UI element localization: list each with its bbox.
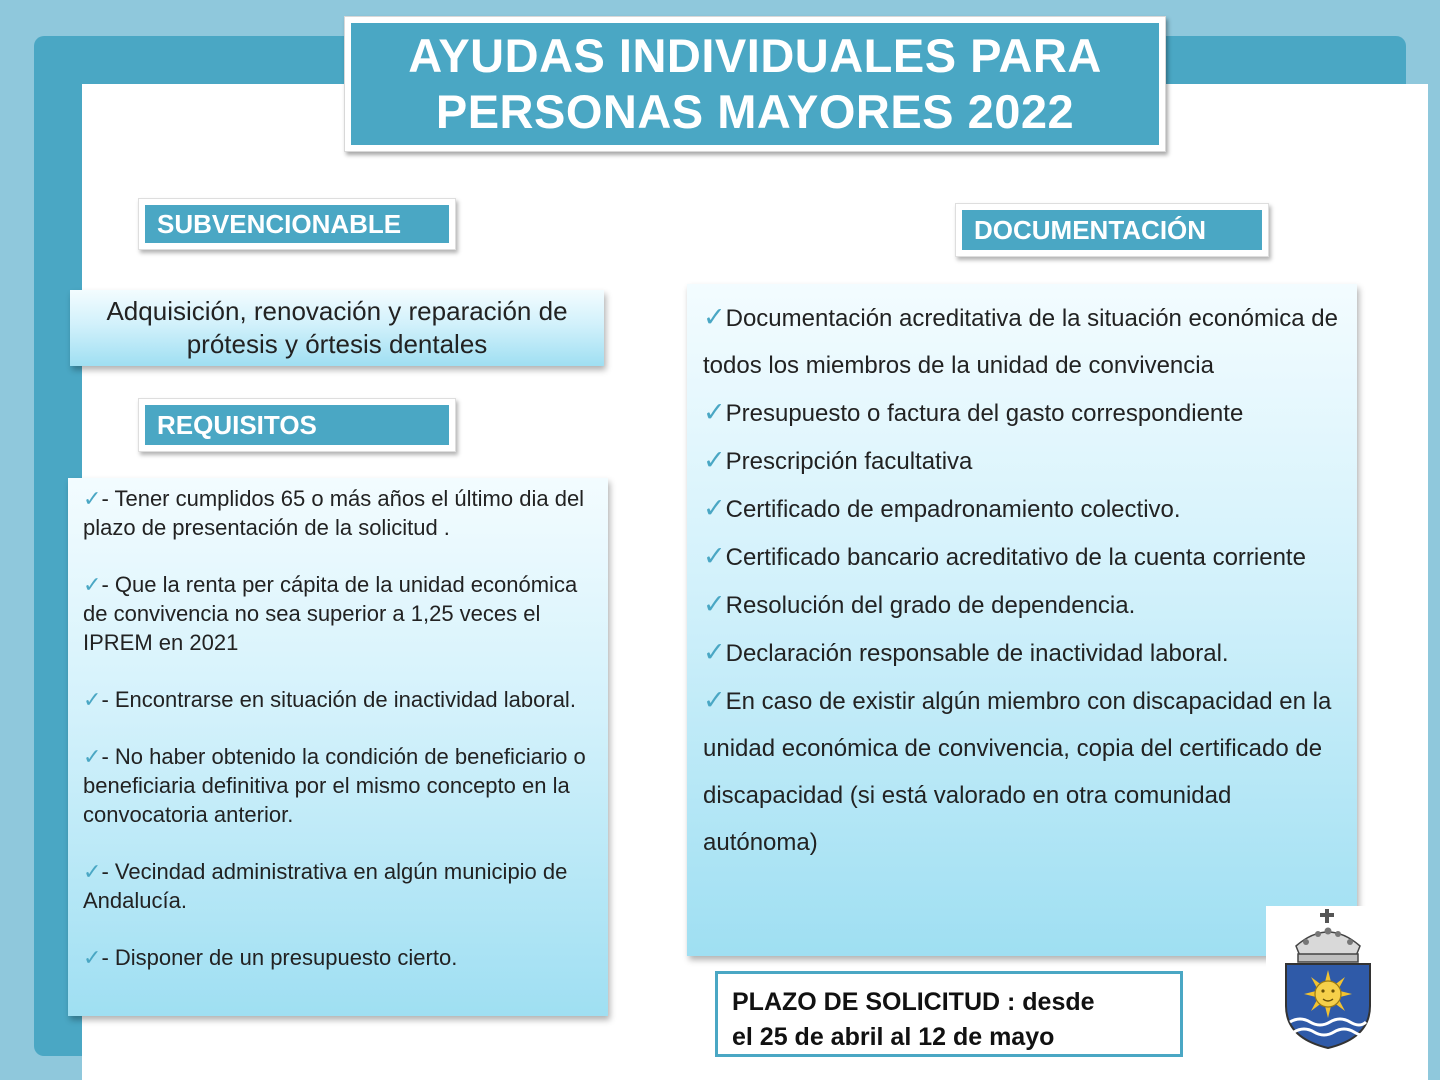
check-icon: ✓: [83, 687, 102, 712]
subvencionable-text-line-1: Adquisición, renovación y reparación de: [106, 296, 568, 326]
documentacion-item: ✓Certificado bancario acreditativo de la cuenta corriente: [703, 541, 1306, 571]
check-icon: ✓: [703, 541, 726, 571]
requisitos-label: REQUISITOS: [145, 405, 449, 445]
check-icon: ✓: [83, 859, 102, 884]
requisito-item: ✓- Vecindad administrativa en algún municipio de Andalucía.: [83, 859, 568, 913]
documentacion-item: ✓Resolución del grado de dependencia.: [703, 589, 1136, 619]
check-icon: ✓: [703, 445, 726, 475]
check-icon: ✓: [83, 945, 102, 970]
check-icon: ✓: [83, 744, 102, 769]
check-icon: ✓: [83, 572, 102, 597]
subvencionable-header: [138, 198, 456, 250]
documentacion-header: [955, 203, 1269, 257]
title-banner: [344, 16, 1166, 152]
requisitos-panel: [68, 478, 608, 1016]
check-icon: ✓: [703, 493, 726, 523]
requisito-item: ✓- Disponer de un presupuesto cierto.: [83, 945, 458, 970]
check-icon: ✓: [703, 685, 726, 715]
documentacion-item: ✓Prescripción facultativa: [703, 445, 973, 475]
check-icon: ✓: [83, 486, 102, 511]
documentacion-item: ✓En caso de existir algún miembro con discapacidad en la unidad económica de convivencia, copia del certificado de discapacidad (si está valorado en otra comunidad autónoma): [703, 685, 1332, 856]
plazo-line-2: el 25 de abril al 12 de mayo: [732, 1023, 1055, 1051]
subvencionable-label: SUBVENCIONABLE: [145, 205, 449, 243]
subvencionable-panel: [70, 290, 604, 366]
requisito-item: ✓- Que la renta per cápita de la unidad económica de convivencia no sea superior a 1,25 veces el IPREM en 2021: [83, 572, 578, 655]
documentacion-item: ✓Declaración responsable de inactividad laboral.: [703, 637, 1229, 667]
coat-of-arms-icon: [1266, 906, 1390, 1052]
requisito-item: ✓- Encontrarse en situación de inactividad laboral.: [83, 687, 576, 712]
documentacion-panel: [687, 284, 1357, 956]
title-line-1: AYUDAS INDIVIDUALES PARA: [408, 29, 1102, 82]
documentacion-item: ✓Presupuesto o factura del gasto correspondiente: [703, 397, 1244, 427]
check-icon: ✓: [703, 397, 726, 427]
documentacion-item: ✓Certificado de empadronamiento colectivo.: [703, 493, 1181, 523]
plazo-solicitud-box: [715, 971, 1183, 1057]
title-line-2: PERSONAS MAYORES 2022: [435, 85, 1075, 138]
requisito-item: ✓- No haber obtenido la condición de beneficiario o beneficiaria definitiva por el mismo concepto en la convocatoria anterior.: [83, 744, 586, 827]
subvencionable-text-line-2: prótesis y órtesis dentales: [186, 329, 488, 359]
check-icon: ✓: [703, 637, 726, 667]
documentacion-item: ✓Documentación acreditativa de la situación económica de todos los miembros de la unidad de convivencia: [703, 302, 1338, 379]
requisito-item: ✓- Tener cumplidos 65 o más años el último dia del plazo de presentación de la solicitud .: [83, 486, 585, 540]
documentacion-label: DOCUMENTACIÓN: [962, 210, 1262, 250]
requisitos-header: [138, 398, 456, 452]
check-icon: ✓: [703, 589, 726, 619]
check-icon: ✓: [703, 302, 726, 332]
plazo-line-1: PLAZO DE SOLICITUD : desde: [732, 988, 1095, 1016]
title-banner-inner: [351, 23, 1159, 145]
